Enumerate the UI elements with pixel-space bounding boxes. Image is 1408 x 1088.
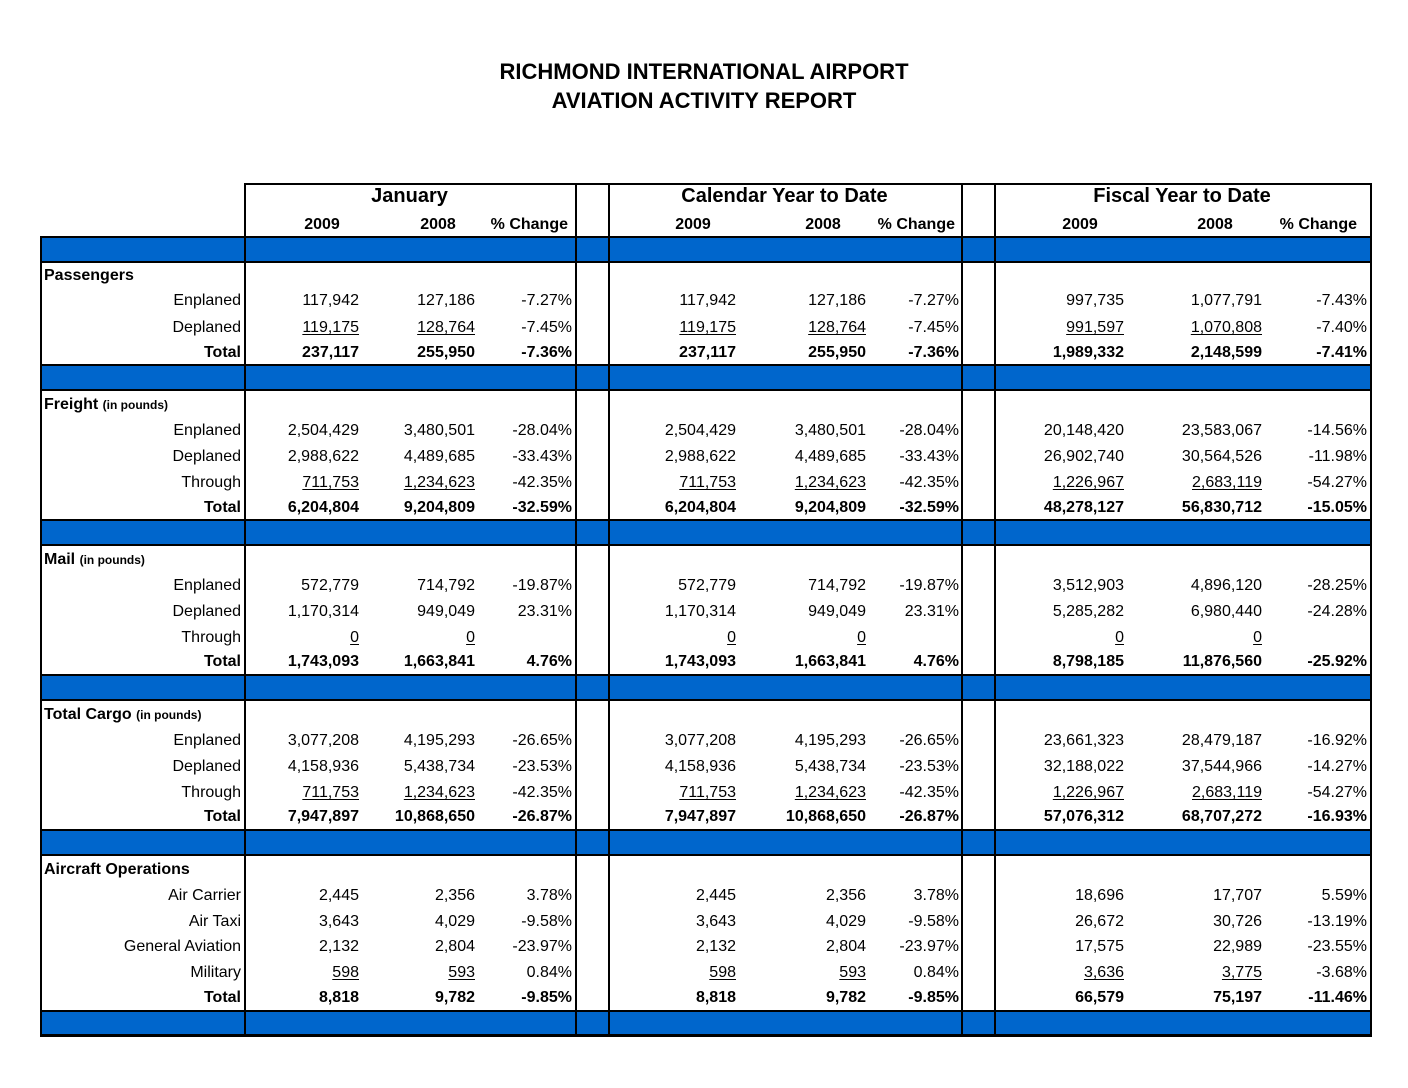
table-cell: -32.59% bbox=[512, 499, 572, 516]
column-divider-overlay bbox=[961, 183, 963, 1035]
section-title bbox=[44, 395, 168, 415]
table-cell: 17,707 bbox=[1213, 887, 1262, 904]
table-cell: -16.93% bbox=[1307, 808, 1367, 825]
table-cell: 1,070,808 bbox=[1190, 319, 1262, 336]
table-cell: 1,077,791 bbox=[1190, 292, 1262, 309]
table-cell: -9.58% bbox=[908, 913, 959, 930]
table-cell: 711,753 bbox=[302, 474, 359, 491]
table-cell: -9.58% bbox=[521, 913, 572, 930]
band-border-bottom bbox=[40, 389, 1370, 391]
table-cell: 117,942 bbox=[679, 292, 736, 309]
band-border-top bbox=[40, 829, 1370, 831]
table-cell: 2,804 bbox=[825, 938, 866, 955]
table-cell: 1,170,314 bbox=[664, 603, 736, 620]
table-cell: 4.76% bbox=[526, 653, 572, 670]
table-cell: 127,186 bbox=[417, 292, 475, 309]
table-cell: 75,197 bbox=[1213, 989, 1262, 1006]
table-cell: 711,753 bbox=[679, 474, 736, 491]
table-cell: 593 bbox=[448, 964, 475, 981]
table-cell: -19.87% bbox=[899, 577, 959, 594]
table-cell: 26,672 bbox=[1075, 913, 1124, 930]
table-cell: 18,696 bbox=[1075, 887, 1124, 904]
section-title-text: Passengers bbox=[44, 267, 134, 284]
row-label: Total bbox=[203, 808, 241, 825]
table-cell: -26.87% bbox=[512, 808, 572, 825]
table-cell: 3,643 bbox=[695, 913, 736, 930]
table-cell: 5,438,734 bbox=[794, 758, 866, 775]
table-cell: 5,438,734 bbox=[403, 758, 475, 775]
table-cell: -7.36% bbox=[521, 344, 572, 361]
table-cell: 8,818 bbox=[318, 989, 359, 1006]
section-subtitle: (in pounds) bbox=[102, 398, 168, 412]
table-cell: 1,743,093 bbox=[287, 653, 359, 670]
table-cell: 4,158,936 bbox=[664, 758, 736, 775]
band-border-bottom bbox=[40, 544, 1370, 546]
table-cell: 37,544,966 bbox=[1181, 758, 1262, 775]
table-cell: 57,076,312 bbox=[1043, 808, 1124, 825]
table-cell: -54.27% bbox=[1307, 474, 1367, 491]
table-cell: 4,195,293 bbox=[403, 732, 475, 749]
table-cell: 3,480,501 bbox=[794, 422, 866, 439]
table-cell: 2,504,429 bbox=[664, 422, 736, 439]
section-title-text: Total Cargo bbox=[44, 706, 132, 723]
table-cell: -28.04% bbox=[512, 422, 572, 439]
table-cell: 2,445 bbox=[318, 887, 359, 904]
table-cell: 119,175 bbox=[302, 319, 359, 336]
table-cell: 23.31% bbox=[517, 603, 572, 620]
column-divider-overlay bbox=[575, 183, 577, 1035]
table-cell: 572,779 bbox=[301, 577, 359, 594]
sub-header: 2009 bbox=[675, 216, 711, 233]
table-cell: 1,234,623 bbox=[794, 784, 866, 801]
table-cell: 127,186 bbox=[808, 292, 866, 309]
section-subtitle: (in pounds) bbox=[136, 708, 202, 722]
blue-band bbox=[40, 364, 1370, 390]
table-cell: 1,234,623 bbox=[794, 474, 866, 491]
table-cell: 30,564,526 bbox=[1181, 448, 1262, 465]
table-cell: -23.55% bbox=[1307, 938, 1367, 955]
table-cell: 3,636 bbox=[1083, 964, 1124, 981]
table-cell: 0 bbox=[1253, 629, 1262, 646]
table-cell: -9.85% bbox=[908, 989, 959, 1006]
blue-band bbox=[40, 519, 1370, 545]
table-cell: -26.65% bbox=[899, 732, 959, 749]
table-cell: 3,480,501 bbox=[403, 422, 475, 439]
table-cell: 6,204,804 bbox=[287, 499, 359, 516]
table-cell: -23.97% bbox=[512, 938, 572, 955]
sub-header: 2008 bbox=[805, 216, 841, 233]
band-border-bottom bbox=[40, 1034, 1370, 1036]
sub-header: % Change bbox=[877, 216, 955, 233]
table-cell: 8,798,185 bbox=[1052, 653, 1124, 670]
table-cell: 32,188,022 bbox=[1043, 758, 1124, 775]
table-cell: 5.59% bbox=[1321, 887, 1367, 904]
table-cell: 949,049 bbox=[808, 603, 866, 620]
table-cell: 3,077,208 bbox=[664, 732, 736, 749]
table-cell: 4,489,685 bbox=[403, 448, 475, 465]
section-subtitle: (in pounds) bbox=[79, 553, 145, 567]
table-cell: 2,445 bbox=[695, 887, 736, 904]
table-cell: 1,743,093 bbox=[664, 653, 736, 670]
table-cell: 68,707,272 bbox=[1181, 808, 1262, 825]
table-right-border-overlay bbox=[1370, 183, 1372, 1037]
band-border-top bbox=[40, 674, 1370, 676]
table-cell: -7.45% bbox=[521, 319, 572, 336]
table-cell: -7.40% bbox=[1316, 319, 1367, 336]
table-cell: -11.98% bbox=[1308, 448, 1367, 465]
table-cell: 711,753 bbox=[679, 784, 736, 801]
table-cell: 0 bbox=[857, 629, 866, 646]
table-cell: 119,175 bbox=[679, 319, 736, 336]
table-cell: 3.78% bbox=[526, 887, 572, 904]
table-cell: 714,792 bbox=[417, 577, 475, 594]
table-cell: 20,148,420 bbox=[1043, 422, 1124, 439]
table-cell: -25.92% bbox=[1307, 653, 1367, 670]
table-cell: 714,792 bbox=[808, 577, 866, 594]
table-cell: 237,117 bbox=[302, 344, 359, 361]
table-cell: 26,902,740 bbox=[1043, 448, 1124, 465]
table-cell: -42.35% bbox=[899, 474, 959, 491]
section-title bbox=[44, 860, 190, 880]
table-cell: 1,989,332 bbox=[1052, 344, 1124, 361]
table-cell: 23,583,067 bbox=[1181, 422, 1262, 439]
table-cell: -14.56% bbox=[1307, 422, 1367, 439]
table-cell: 7,947,897 bbox=[287, 808, 359, 825]
row-label: Enplaned bbox=[173, 577, 241, 594]
table-cell: -3.68% bbox=[1316, 964, 1367, 981]
table-cell: 2,988,622 bbox=[287, 448, 359, 465]
blue-band bbox=[40, 674, 1370, 700]
table-cell: 5,285,282 bbox=[1052, 603, 1124, 620]
row-label: Deplaned bbox=[172, 319, 241, 336]
table-cell: -28.25% bbox=[1307, 577, 1367, 594]
blue-band bbox=[40, 829, 1370, 855]
row-label: Enplaned bbox=[173, 422, 241, 439]
table-cell: 991,597 bbox=[1066, 319, 1124, 336]
table-cell: 4,029 bbox=[434, 913, 475, 930]
table-cell: 2,988,622 bbox=[664, 448, 736, 465]
row-label: Total bbox=[203, 344, 241, 361]
table-cell: 0 bbox=[350, 629, 359, 646]
table-cell: -19.87% bbox=[512, 577, 572, 594]
table-cell: 598 bbox=[709, 964, 736, 981]
table-cell: -14.27% bbox=[1307, 758, 1367, 775]
section-title bbox=[44, 550, 145, 570]
table-cell: 2,683,119 bbox=[1192, 474, 1262, 491]
report-title-line2: AVIATION ACTIVITY REPORT bbox=[551, 88, 857, 113]
row-label: Enplaned bbox=[173, 292, 241, 309]
table-cell: -7.45% bbox=[908, 319, 959, 336]
section-title-text: Mail bbox=[44, 551, 76, 568]
table-cell: 23.31% bbox=[904, 603, 959, 620]
band-border-top bbox=[40, 1010, 1370, 1012]
table-left-border-overlay bbox=[40, 236, 42, 1035]
table-cell: -13.19% bbox=[1307, 913, 1367, 930]
table-cell: 255,950 bbox=[808, 344, 866, 361]
table-cell: 2,356 bbox=[434, 887, 475, 904]
sub-header: % Change bbox=[490, 216, 568, 233]
table-cell: -23.53% bbox=[899, 758, 959, 775]
row-label: Air Carrier bbox=[168, 887, 241, 904]
table-cell: 3.78% bbox=[913, 887, 959, 904]
table-cell: 7,947,897 bbox=[664, 808, 736, 825]
table-cell: 8,818 bbox=[695, 989, 736, 1006]
row-label: Deplaned bbox=[172, 758, 241, 775]
row-label: Through bbox=[181, 784, 241, 801]
report-title-line1: RICHMOND INTERNATIONAL AIRPORT bbox=[499, 59, 909, 84]
sub-header: 2008 bbox=[420, 216, 456, 233]
band-border-top bbox=[40, 364, 1370, 366]
table-cell: -42.35% bbox=[512, 784, 572, 801]
band-border-bottom bbox=[40, 261, 1370, 263]
table-cell: 572,779 bbox=[678, 577, 736, 594]
table-cell: 593 bbox=[839, 964, 866, 981]
table-cell: 2,148,599 bbox=[1190, 344, 1262, 361]
table-cell: -11.46% bbox=[1308, 989, 1367, 1006]
table-cell: 1,170,314 bbox=[287, 603, 359, 620]
table-cell: 11,876,560 bbox=[1182, 653, 1262, 670]
table-cell: 10,868,650 bbox=[785, 808, 866, 825]
sub-header: 2009 bbox=[304, 216, 340, 233]
table-cell: -24.28% bbox=[1307, 603, 1367, 620]
section-title bbox=[44, 705, 201, 725]
table-cell: 2,132 bbox=[318, 938, 359, 955]
table-cell: 237,117 bbox=[679, 344, 736, 361]
table-cell: 1,663,841 bbox=[403, 653, 475, 670]
table-cell: 10,868,650 bbox=[394, 808, 475, 825]
row-label: Through bbox=[181, 474, 241, 491]
column-group-header: January bbox=[371, 185, 448, 207]
table-cell: 1,234,623 bbox=[403, 784, 475, 801]
row-label: Deplaned bbox=[172, 448, 241, 465]
table-cell: 9,782 bbox=[825, 989, 866, 1006]
table-cell: 1,234,623 bbox=[403, 474, 475, 491]
table-cell: 1,663,841 bbox=[794, 653, 866, 670]
table-cell: 128,764 bbox=[417, 319, 475, 336]
table-cell: 0.84% bbox=[526, 964, 572, 981]
table-cell: -7.36% bbox=[908, 344, 959, 361]
table-cell: 2,356 bbox=[825, 887, 866, 904]
table-cell: 28,479,187 bbox=[1181, 732, 1262, 749]
table-cell: 4.76% bbox=[913, 653, 959, 670]
table-cell: -7.27% bbox=[908, 292, 959, 309]
table-cell: 0 bbox=[466, 629, 475, 646]
table-cell: 711,753 bbox=[302, 784, 359, 801]
table-cell: 2,132 bbox=[695, 938, 736, 955]
row-label: Through bbox=[181, 629, 241, 646]
column-group-header: Fiscal Year to Date bbox=[1093, 185, 1271, 207]
table-cell: 66,579 bbox=[1075, 989, 1124, 1006]
table-cell: 3,077,208 bbox=[287, 732, 359, 749]
table-cell: 4,195,293 bbox=[794, 732, 866, 749]
table-cell: 3,512,903 bbox=[1052, 577, 1124, 594]
blue-band bbox=[40, 236, 1370, 262]
table-cell: -7.27% bbox=[521, 292, 572, 309]
table-cell: -15.05% bbox=[1307, 499, 1367, 516]
table-cell: -33.43% bbox=[899, 448, 959, 465]
row-label: General Aviation bbox=[123, 938, 241, 955]
table-cell: -7.43% bbox=[1316, 292, 1367, 309]
band-border-bottom bbox=[40, 854, 1370, 856]
table-cell: -7.41% bbox=[1316, 344, 1367, 361]
section-title bbox=[44, 266, 134, 286]
table-cell: 1,226,967 bbox=[1052, 474, 1124, 491]
table-cell: 117,942 bbox=[302, 292, 359, 309]
table-cell: 949,049 bbox=[417, 603, 475, 620]
table-cell: 56,830,712 bbox=[1181, 499, 1262, 516]
table-cell: 22,989 bbox=[1213, 938, 1262, 955]
table-cell: 4,158,936 bbox=[287, 758, 359, 775]
table-cell: 2,504,429 bbox=[287, 422, 359, 439]
table-cell: 4,896,120 bbox=[1190, 577, 1262, 594]
table-cell: 23,661,323 bbox=[1043, 732, 1124, 749]
table-cell: 2,683,119 bbox=[1192, 784, 1262, 801]
table-cell: 30,726 bbox=[1213, 913, 1262, 930]
table-cell: -23.97% bbox=[899, 938, 959, 955]
table-cell: -26.65% bbox=[512, 732, 572, 749]
row-label: Air Taxi bbox=[188, 913, 241, 930]
table-cell: -9.85% bbox=[521, 989, 572, 1006]
row-label: Military bbox=[190, 964, 241, 981]
table-cell: 598 bbox=[332, 964, 359, 981]
table-cell: 997,735 bbox=[1066, 292, 1124, 309]
sub-header: 2008 bbox=[1197, 216, 1233, 233]
table-cell: 9,782 bbox=[434, 989, 475, 1006]
table-cell: 9,204,809 bbox=[794, 499, 866, 516]
table-cell: 9,204,809 bbox=[403, 499, 475, 516]
table-cell: -23.53% bbox=[512, 758, 572, 775]
table-cell: 4,489,685 bbox=[794, 448, 866, 465]
table-cell: 0.84% bbox=[913, 964, 959, 981]
table-cell: 3,643 bbox=[318, 913, 359, 930]
row-label: Total bbox=[203, 989, 241, 1006]
table-cell: -54.27% bbox=[1307, 784, 1367, 801]
table-cell: 6,980,440 bbox=[1190, 603, 1262, 620]
blue-band bbox=[40, 1010, 1370, 1035]
table-cell: 0 bbox=[727, 629, 736, 646]
table-cell: -26.87% bbox=[899, 808, 959, 825]
table-cell: -42.35% bbox=[512, 474, 572, 491]
table-cell: 4,029 bbox=[825, 913, 866, 930]
table-cell: -28.04% bbox=[899, 422, 959, 439]
band-border-top bbox=[40, 236, 1370, 238]
column-group-header: Calendar Year to Date bbox=[681, 185, 888, 207]
table-cell: -16.92% bbox=[1307, 732, 1367, 749]
sub-header: % Change bbox=[1279, 216, 1357, 233]
table-cell: -33.43% bbox=[512, 448, 572, 465]
section-title-text: Aircraft Operations bbox=[44, 861, 190, 878]
table-cell: 2,804 bbox=[434, 938, 475, 955]
table-cell: 1,226,967 bbox=[1052, 784, 1124, 801]
table-cell: 0 bbox=[1115, 629, 1124, 646]
row-label: Deplaned bbox=[172, 603, 241, 620]
table-cell: -42.35% bbox=[899, 784, 959, 801]
sub-header: 2009 bbox=[1062, 216, 1098, 233]
table-cell: -32.59% bbox=[899, 499, 959, 516]
table-cell: 128,764 bbox=[808, 319, 866, 336]
band-border-top bbox=[40, 519, 1370, 521]
row-label: Total bbox=[203, 499, 241, 516]
table-cell: 6,204,804 bbox=[664, 499, 736, 516]
band-border-bottom bbox=[40, 699, 1370, 701]
table-cell: 48,278,127 bbox=[1043, 499, 1124, 516]
table-cell: 3,775 bbox=[1221, 964, 1262, 981]
table-cell: 255,950 bbox=[417, 344, 475, 361]
row-label: Total bbox=[203, 653, 241, 670]
table-cell: 17,575 bbox=[1075, 938, 1124, 955]
row-label: Enplaned bbox=[173, 732, 241, 749]
section-title-text: Freight bbox=[44, 396, 99, 413]
